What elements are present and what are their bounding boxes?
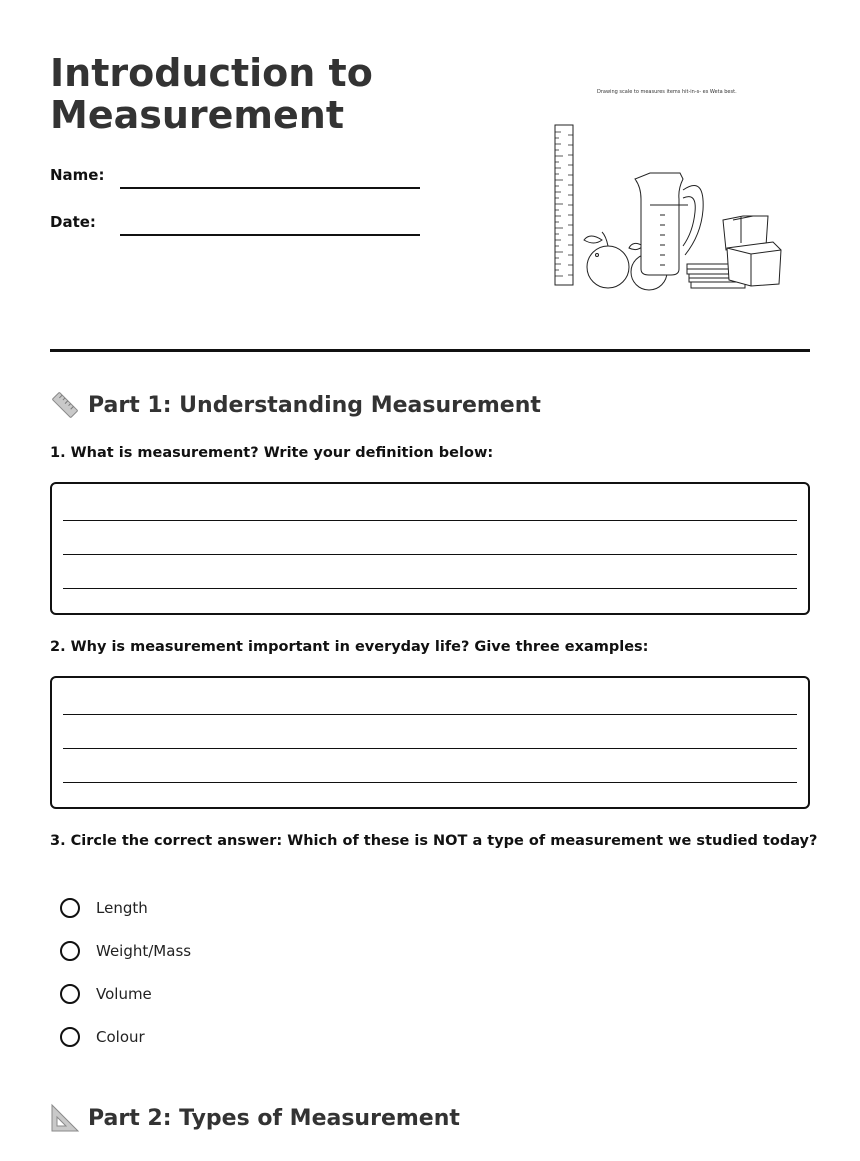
- question-1: 1. What is measurement? Write your definition below:: [50, 445, 494, 461]
- option-label: Weight/Mass: [96, 942, 192, 960]
- date-label: Date:: [50, 213, 96, 231]
- box-icon: [723, 216, 781, 286]
- answer-line: [63, 782, 797, 783]
- name-label: Name:: [50, 166, 105, 184]
- option-volume[interactable]: [60, 984, 152, 1004]
- ruler-icon: [555, 125, 573, 285]
- option-label: Volume: [96, 985, 152, 1003]
- illustration-caption: Drawing scale to measures items hit-in-s- es Weta best.: [597, 89, 737, 95]
- ruler-icon: [50, 390, 80, 420]
- radio-circle[interactable]: [60, 941, 80, 961]
- option-length[interactable]: [60, 898, 148, 918]
- worksheet-title: Introduction to Measurement: [50, 51, 373, 137]
- option-label: Length: [96, 899, 148, 917]
- radio-circle[interactable]: [60, 984, 80, 1004]
- part2-heading-text: Part 2: Types of Measurement: [88, 1105, 460, 1131]
- option-weight-mass[interactable]: [60, 941, 191, 961]
- answer-line: [63, 554, 797, 555]
- part1-heading-text: Part 1: Understanding Measurement: [88, 392, 541, 418]
- answer-line: [63, 748, 797, 749]
- header-divider: [50, 349, 810, 352]
- answer-box-1[interactable]: [50, 482, 810, 615]
- option-label: Colour: [96, 1028, 145, 1046]
- radio-circle[interactable]: [60, 898, 80, 918]
- part2-heading: [50, 1103, 460, 1133]
- jug-icon: [635, 173, 703, 275]
- answer-line: [63, 588, 797, 589]
- question-2: 2. Why is measurement important in everyday life? Give three examples:: [50, 639, 649, 655]
- measurement-illustration: [545, 80, 790, 295]
- question-3: 3. Circle the correct answer: Which of these is NOT a type of measurement we studied today?: [50, 833, 818, 849]
- option-colour[interactable]: [60, 1027, 145, 1047]
- answer-line: [63, 714, 797, 715]
- answer-box-2[interactable]: [50, 676, 810, 809]
- answer-line: [63, 520, 797, 521]
- set-square-icon: [50, 1103, 80, 1133]
- part1-heading: [50, 390, 541, 420]
- date-field[interactable]: [120, 234, 420, 236]
- radio-circle[interactable]: [60, 1027, 80, 1047]
- name-field[interactable]: [120, 187, 420, 189]
